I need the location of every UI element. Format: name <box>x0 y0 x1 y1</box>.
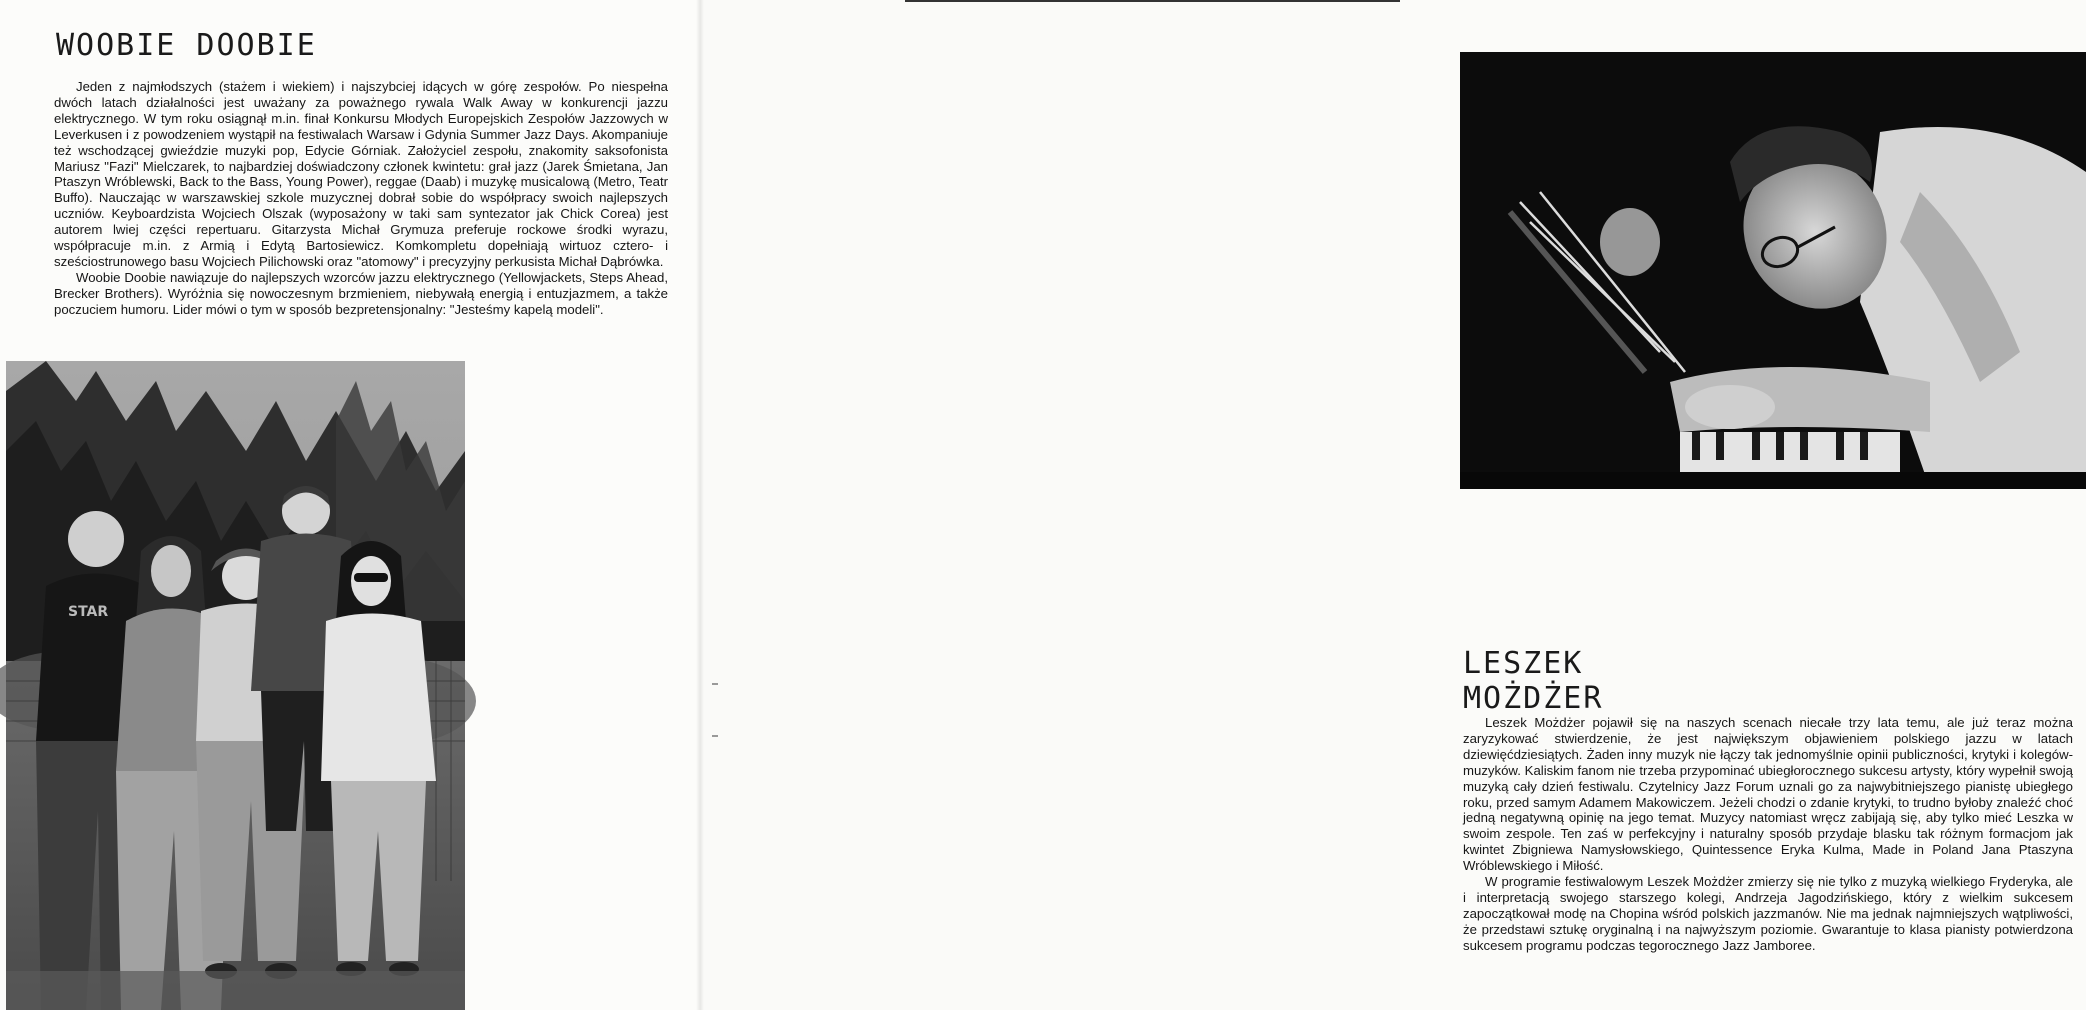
right-page <box>700 0 2073 1010</box>
woobie-doobie-title: WOOBIE DOOBIE <box>56 28 317 63</box>
band-photo <box>6 361 465 1010</box>
top-edge-rule <box>905 0 1400 2</box>
leszek-paragraph-2: W programie festiwalowym Leszek Możdżer zmierzy się nie tylko z muzyką wielkiego Fryderyka, ale i interpretacją swojego starszego kolegi, Andrzeja Jagodzińskiego, który z wielkim sukcesem zapoczątkował modę na Chopina wśród polskich jazzmanów. Nie ma jednak najmniejszych wątpliwości, że przedstawi sztukę oryginalną i na najwyższym poziomie. Gwarantuje to klasa pianisty potwierdzona sukcesem programu podczas tegorocznego Jazz Jamboree. <box>1463 874 2073 953</box>
left-page <box>0 0 700 1010</box>
woobie-paragraph-2: Woobie Doobie nawiązuje do najlepszych wzorców jazzu elektrycznego (Yellowjackets, Steps Ahead, Brecker Brothers). Wyróżnia się nowoczesnym brzmieniem, niebywałą energią i entuzjazmem, a także poczuciem humoru. Lider mówi o tym w sposób bezpretensjonalny: "Jesteśmy kapelą modeli". <box>54 269 668 317</box>
page-spine <box>696 0 704 1010</box>
pianist-photo <box>1460 52 2086 489</box>
scan-mark <box>712 683 718 685</box>
woobie-paragraph-1: Jeden z najmłodszych (stażem i wiekiem) i najszybciej idących w górę zespołów. Po niespełna dwóch latach działalności jest uważany za poważnego rywala Walk Away w konkurencji jazzu elektrycznego. W tym roku osiągnął m.in. finał Konkursu Młodych Europejskich Zespołów Jazzowych w Leverkusen i z powodzeniem wystąpił na festiwalach Warsaw i Gdynia Summer Jazz Days. Akompaniuje też wschodzącej gwieździe muzyki pop, Edycie Górniak. Założyciel zespołu, znakomity saksofonista Mariusz "Fazi" Mielczarek, to najbardziej doświadczony członek kwintetu: grał jazz (Jarek Śmietana, Jan Ptaszyn Wróblewski, Back to the Bass, Young Power), reggae (Daab) i muzykę musicalową (Metro, Teatr Buffo). Nauczając w warszawskiej szkole muzycznej dobrał sobie do współpracy swoich najlepszych uczniów. Keyboardzista Wojciech Olszak (wyposażony w taki sam syntezator jak Chick Corea) jest autorem lwiej części repertuaru. Gitarzysta Michał Grymuza preferuje rockowe środki wyrazu, współpracuje m.in. z Armią i Edytą Bartosiewicz. Komkompletu dopełniają wirtuoz cztero- i sześciostrunowego basu Wojciech Pilichowski oraz "atomowy" i precyzyjny perkusista Michał Dąbrówka. <box>54 79 668 269</box>
leszek-paragraph-1: Leszek Możdżer pojawił się na naszych scenach niecałe trzy lata temu, ale już teraz można zaryzykować stwierdzenie, że jest największym objawieniem polskiego jazzu w latach dziewięćdziesiątych. Żaden inny muzyk nie łączy tak jednomyślnie opinii publiczności, krytyki i kolegów-muzyków. Kaliskim fanom nie trzeba przypominać ubiegłorocznego sukcesu artysty, który wypełnił swoją muzyką cały dzień festiwalu. Czytelnicy Jazz Forum uznali go za najwybitniejszego pianistę ubiegłego roku, przed samym Adamem Makowiczem. Jeżeli chodzi o zdanie krytyki, to trudno byłoby znaleźć choć jedną negatywną opinię na jego temat. Muzycy natomiast wręcz zabijają się, aby tylko mieć Leszka w swoim zespole. Ten zaś w perfekcyjny i naturalny sposób przydaje blasku tak różnym formacjom jak kwintet Zbigniewa Namysłowskiego, Quintessence Eryka Kulma, Made in Poland Jana Ptaszyna Wróblewskiego i Miłość. <box>1463 715 2073 874</box>
leszek-mozdzer-article <box>1463 715 2073 954</box>
woobie-doobie-article <box>54 79 668 318</box>
scan-mark <box>712 735 718 737</box>
shirt-print-text: STAR <box>68 604 109 620</box>
leszek-mozdzer-title: LESZEK MOŻDŻER <box>1463 646 1604 716</box>
